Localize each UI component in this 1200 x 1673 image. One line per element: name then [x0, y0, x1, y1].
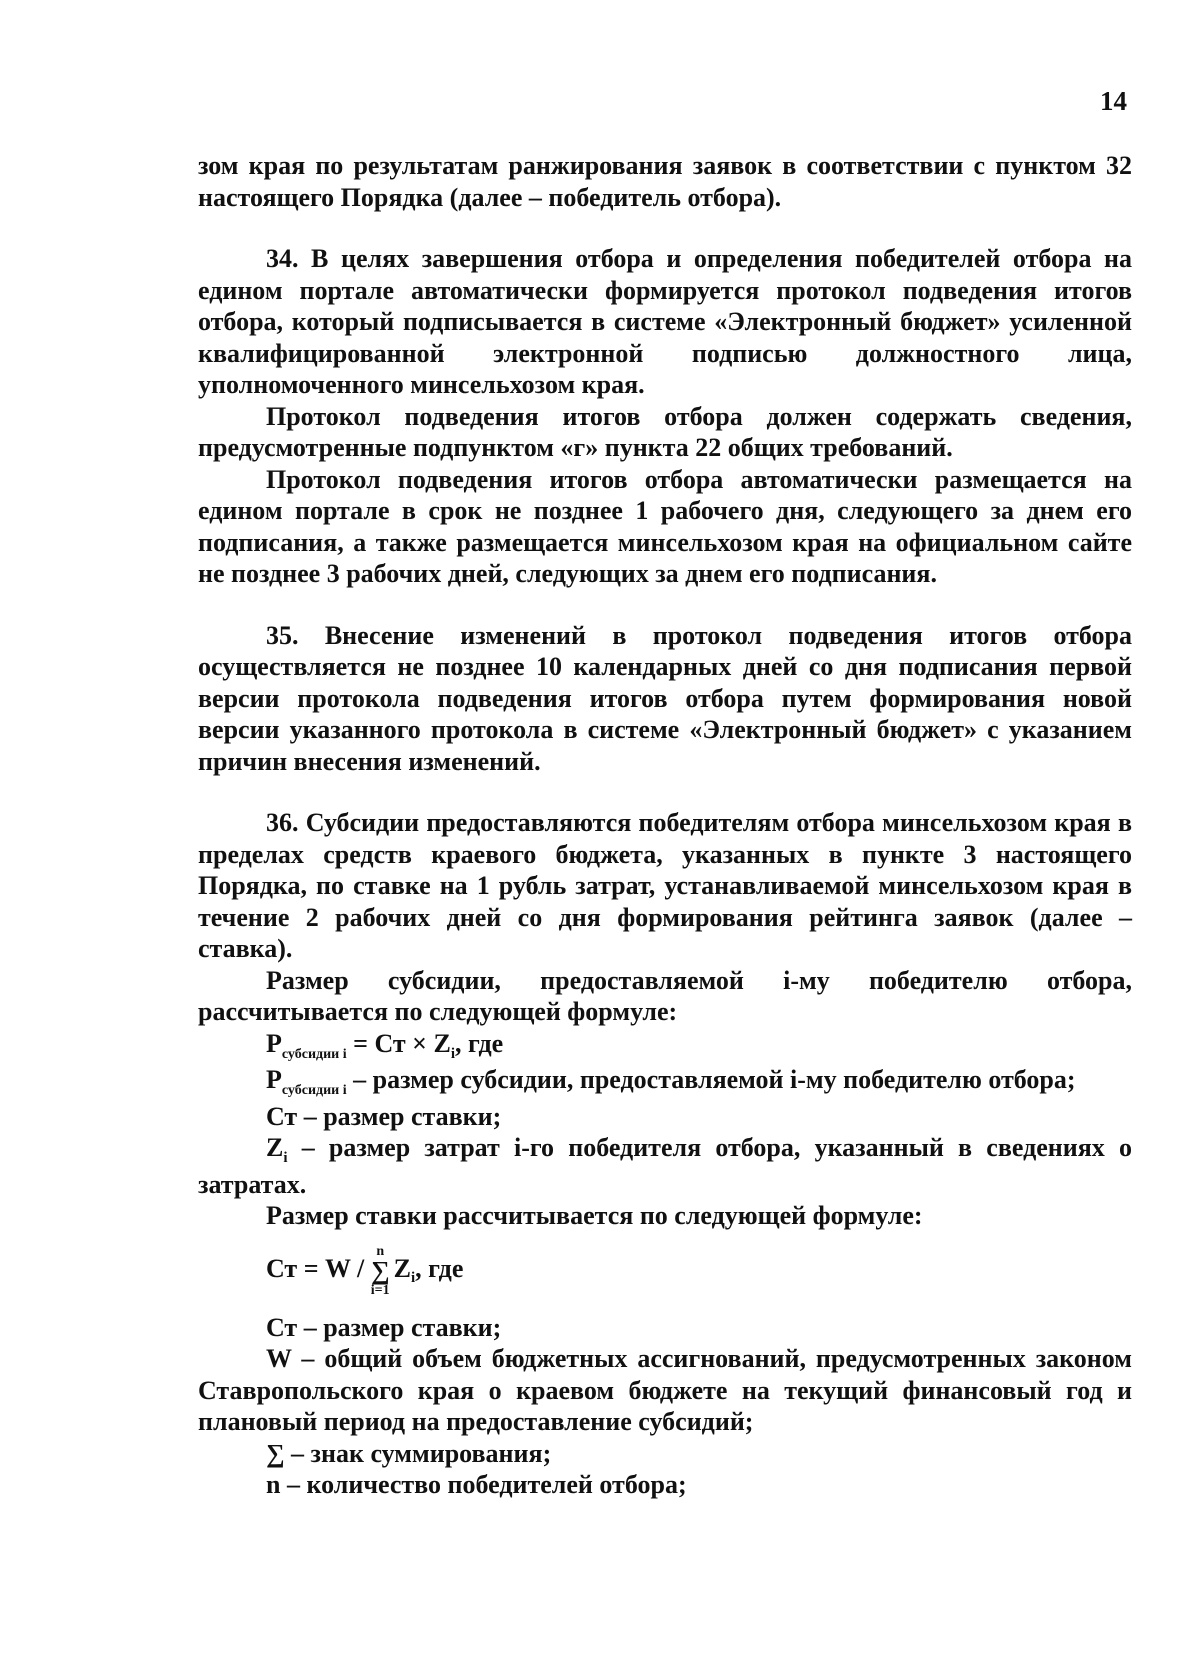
def-z-text: – размер затрат i-го победителя отбора, указанный в сведениях о затратах.	[198, 1133, 1132, 1199]
def-z-symbol: Z	[266, 1133, 284, 1162]
definition-sum: ∑ – знак суммирования;	[266, 1438, 552, 1468]
definition-w: W – общий объем бюджетных ассигнований, предусмотренных законом Ставропольского края о краевом бюджете на текущий финансовый год и плановый период на предоставление субсидий;	[198, 1344, 1132, 1436]
sum-lower-limit: i=1	[370, 1282, 390, 1298]
paragraph-34-2: Протокол подведения итогов отбора должен содержать сведения, предусмотренные подпунктом «г» пункта 22 общих требований.	[198, 401, 1132, 462]
formula-p: P	[266, 1028, 282, 1058]
sum-operator	[371, 1244, 390, 1298]
definition-n: n – количество победителей отбора;	[266, 1470, 687, 1499]
rate-formula-z: Z	[393, 1253, 411, 1283]
formula-rhs: = Ст × Z	[346, 1028, 451, 1058]
def-z-subscript: i	[283, 1150, 288, 1166]
sum-upper-limit: n	[376, 1243, 385, 1259]
paragraph-34-3: Протокол подведения итогов отбора автоматически размещается на едином портале в срок не позднее 1 рабочего дня, следующего за днем его подписания, а также размещается минсельхозом края на официальном сайте не позднее 3 рабочих дней, следующих за днем его подписания.	[198, 464, 1132, 588]
definition-st-2: Ст – размер ставки;	[266, 1312, 502, 1342]
rate-formula	[198, 1244, 1132, 1298]
rate-formula-z-subscript: i	[411, 1270, 416, 1287]
document-body	[198, 150, 1132, 1501]
def-p-subscript: субсидии i	[281, 1083, 347, 1098]
rate-formula-lhs: Ст = W /	[266, 1253, 371, 1283]
rate-intro: Размер ставки рассчитывается по следующей формуле:	[266, 1201, 923, 1230]
definition-p	[198, 1064, 1132, 1101]
definition-st: Ст – размер ставки;	[266, 1101, 502, 1131]
paragraph-35: 35. Внесение изменений в протокол подведения итогов отбора осуществляется не позднее 10 календарных дней со дня подписания первой версии протокола подведения итогов отбора путем формирования новой версии указанного протокола в системе «Электронный бюджет» с указанием причин внесения изменений.	[198, 620, 1132, 776]
rate-formula-tail: , где	[415, 1253, 464, 1283]
paragraph-36-1: 36. Субсидии предоставляются победителям отбора минсельхозом края в пределах средств краевого бюджета, указанных в пункте 3 настоящего Порядка, по ставке на 1 рубль затрат, устанавливаемой минсельхозом края в течение 2 рабочих дней со дня формирования рейтинга заявок (далее – ставка).	[198, 808, 1132, 963]
formula-z-subscript: i	[450, 1045, 455, 1062]
def-p-text: – размер субсидии, предоставляемой i-му победителю отбора;	[346, 1065, 1076, 1094]
def-p-symbol: P	[266, 1065, 282, 1094]
paragraph-36-2: Размер субсидии, предоставляемой i-му победителю отбора, рассчитывается по следующей формуле:	[198, 965, 1132, 1026]
formula-tail: , где	[454, 1028, 504, 1058]
subsidy-formula	[198, 1028, 1132, 1065]
sigma-icon: ∑	[370, 1255, 390, 1285]
page-number: 14	[1100, 86, 1127, 116]
paragraph-continuation: зом края по результатам ранжирования заявок в соответствии с пунктом 32 настоящего Порядка (далее – победитель отбора).	[198, 151, 1132, 212]
formula-p-subscript: субсидии i	[281, 1046, 347, 1062]
paragraph-34-1: 34. В целях завершения отбора и определения победителей отбора на едином портале автоматически формируется протокол подведения итогов отбора, который подписывается в системе «Электронный бюджет» усиленной квалифицированной электронной подписью должностного лица, уполномоченного минсельхозом края.	[198, 244, 1132, 399]
definition-z	[198, 1132, 1132, 1200]
